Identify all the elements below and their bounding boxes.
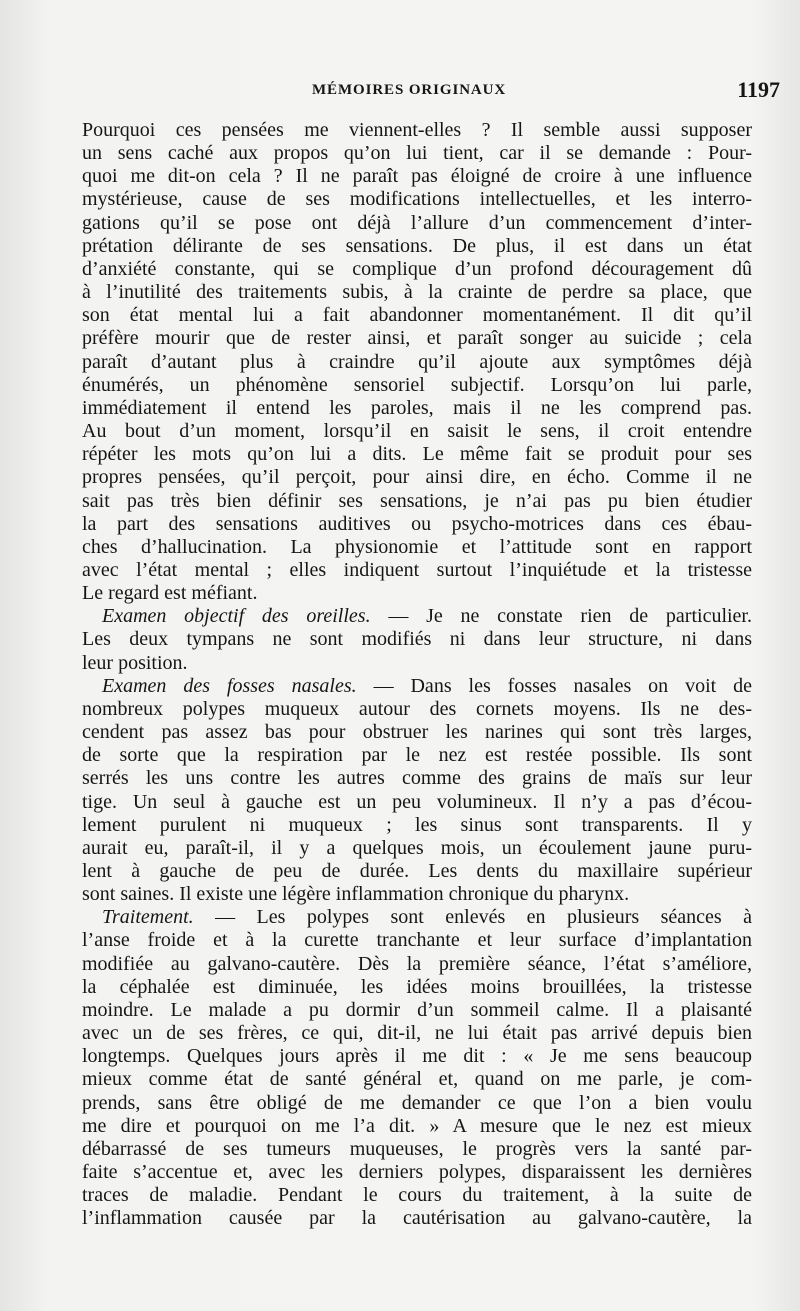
text-line [82, 1161, 752, 1184]
text-line [82, 559, 752, 582]
text-line [82, 304, 752, 327]
text-line [82, 212, 752, 235]
text-line [82, 814, 752, 837]
line-text: gations qu’il se pose ont déjà l’allure d’un commencement d’inter- [82, 211, 752, 234]
text-line [82, 1068, 752, 1091]
text-line [82, 443, 752, 466]
line-text: prends, sans être obligé de me demander ce que l’on a bien voulu [82, 1091, 752, 1114]
text-line [82, 119, 752, 142]
text-line [82, 1045, 752, 1068]
page-number: 1197 [737, 77, 780, 102]
text-line [82, 235, 752, 258]
line-text: lent à gauche de peu de durée. Les dents du maxillaire supérieur [82, 860, 752, 882]
section-heading: Examen des fosses nasales. [102, 674, 357, 697]
text-line [82, 791, 752, 814]
line-text: propres pensées, qu’il perçoit, pour ainsi dire, en écho. Comme il ne [82, 466, 752, 489]
text-line [82, 976, 752, 999]
line-text: Les deux tympans ne sont modifiés ni dans leur structure, ni dans [82, 628, 752, 651]
line-text: débarrassé de ses tumeurs muqueuses, le progrès vers la santé par- [82, 1137, 752, 1160]
line-text: mystérieuse, cause de ses modifications intellectuelles, et les interro- [82, 188, 752, 211]
text-line [82, 721, 752, 744]
line-text: la part des sensations auditives ou psycho-motrices dans ces ébau- [82, 512, 752, 535]
text-line [82, 698, 752, 721]
line-text: — Dans les fosses nasales on voit de [356, 674, 753, 697]
text-line [82, 258, 752, 281]
line-text: un sens caché aux propos qu’on lui tient, car il se demande : Pour- [82, 142, 752, 165]
line-text: paraît d’autant plus à craindre qu’il ajoute aux symptômes déjà [82, 350, 752, 373]
text-line [82, 906, 752, 929]
text-line [82, 420, 752, 443]
text-line [82, 490, 752, 513]
text-line [82, 1184, 752, 1207]
line-text: immédiatement il entend les paroles, mais il ne les comprend pas. [82, 396, 752, 419]
line-text: avec un de ses frères, ce qui, dit-il, ne lui était pas arrivé depuis bien [82, 1022, 752, 1045]
line-text: énumérés, un phénomène sensoriel subjectif. Lorsqu’on lui parle, [82, 373, 752, 396]
line-text: faite s’accentue et, avec les derniers polypes, disparaissent les dernières [82, 1161, 752, 1184]
text-line [82, 165, 752, 188]
text-line [82, 281, 752, 304]
line-text: Pourquoi ces pensées me viennent-elles ? Il semble aussi supposer [82, 119, 752, 141]
line-text: moindre. Le malade a pu dormir d’un sommeil calme. Il a plaisanté [82, 998, 752, 1021]
line-text: traces de maladie. Pendant le cours du traitement, à la suite de [82, 1184, 752, 1207]
line-text: mieux comme état de santé général et, quand on me parle, je com- [82, 1068, 752, 1091]
section-heading: Examen objectif des oreilles. [102, 605, 371, 628]
line-text: cendent pas assez bas pour obstruer les narines qui sont très larges, [82, 721, 752, 744]
body-text [82, 119, 752, 1231]
text-line [82, 1092, 752, 1115]
line-text: leur position. [82, 651, 188, 674]
line-text: la céphalée est diminuée, les idées moins brouillées, la tristesse [82, 975, 752, 998]
line-text: quoi me dit-on cela ? Il ne paraît pas éloigné de croire à une influence [82, 165, 752, 188]
line-text: l’inflammation causée par la cautérisation au galvano-cautère, la [82, 1207, 752, 1230]
line-text: lement purulent ni muqueux ; les sinus sont transparents. Il y [82, 813, 752, 836]
text-line [82, 1207, 752, 1230]
text-line [82, 513, 752, 536]
line-text: modifiée au galvano-cautère. Dès la première séance, l’état s’améliore, [82, 952, 752, 975]
line-text: avec l’état mental ; elles indiquent surtout l’inquiétude et la tristesse [82, 558, 752, 581]
text-line [82, 675, 752, 698]
line-text: prétation délirante de ses sensations. De plus, il est dans un état [82, 234, 752, 257]
line-text: — Les polypes sont enlevés en plusieurs séances à [193, 906, 752, 929]
text-line [82, 536, 752, 559]
text-line [82, 837, 752, 860]
text-line [82, 883, 752, 906]
line-text: d’anxiété constante, qui se complique d’un profond découragement dû [82, 257, 752, 280]
line-text: ches d’hallucination. La physionomie et l’attitude sont en rapport [82, 535, 752, 558]
text-line [82, 628, 752, 651]
line-text: préfère mourir que de rester ainsi, et paraît songer au suicide ; cela [82, 327, 752, 350]
line-text: Le regard est méfiant. [82, 582, 258, 605]
text-line [82, 374, 752, 397]
text-line [82, 582, 752, 605]
line-text: — Je ne constate rien de particulier. [370, 605, 752, 628]
text-line [82, 351, 752, 374]
text-line [82, 953, 752, 976]
line-text: aurait eu, paraît-il, il y a quelques mois, un écoulement jaune puru- [82, 836, 752, 859]
line-text: me dire et pourquoi on me l’a dit. » A mesure que le nez est mieux [82, 1114, 752, 1137]
text-line [82, 397, 752, 420]
text-line [82, 767, 752, 790]
text-line [82, 188, 752, 211]
text-line [82, 929, 752, 952]
line-text: nombreux polypes muqueux autour des cornets moyens. Ils ne des- [82, 697, 752, 720]
text-line [82, 860, 752, 883]
line-text: longtemps. Quelques jours après il me dit : « Je me sens beaucoup [82, 1045, 752, 1068]
line-text: sait pas très bien définir ses sensations, je n’ai pas pu bien étudier [82, 489, 752, 512]
section-heading: Traitement. [102, 906, 194, 929]
line-text: de sorte que la respiration par le nez est restée possible. Ils sont [82, 744, 752, 767]
text-line [82, 1138, 752, 1161]
line-text: tige. Un seul à gauche est un peu volumineux. Il n’y a pas d’écou- [82, 790, 752, 813]
line-text: son état mental lui a fait abandonner momentanément. Il dit qu’il [82, 304, 752, 327]
text-line [82, 999, 752, 1022]
text-line [82, 605, 752, 628]
line-text: l’anse froide et à la curette tranchante et leur surface d’implantation [82, 929, 752, 952]
running-title: MÉMOIRES ORIGINAUX [312, 82, 507, 98]
text-line [82, 142, 752, 165]
line-text: à l’inutilité des traitements subis, à la crainte de perdre sa place, que [82, 281, 752, 304]
line-text: serrés les uns contre les autres comme des grains de maïs sur leur [82, 767, 752, 790]
text-line [82, 652, 752, 675]
text-line [82, 327, 752, 350]
text-line [82, 744, 752, 767]
line-text: répéter les mots qu’on lui a dits. Le même fait se produit pour ses [82, 443, 752, 466]
page-header [0, 77, 800, 110]
line-text: sont saines. Il existe une légère inflammation chronique du pharynx. [82, 883, 630, 906]
text-line [82, 1115, 752, 1138]
text-line [82, 466, 752, 489]
text-line [82, 1022, 752, 1045]
line-text: Au bout d’un moment, lorsqu’il en saisit le sens, il croit entendre [82, 420, 752, 443]
